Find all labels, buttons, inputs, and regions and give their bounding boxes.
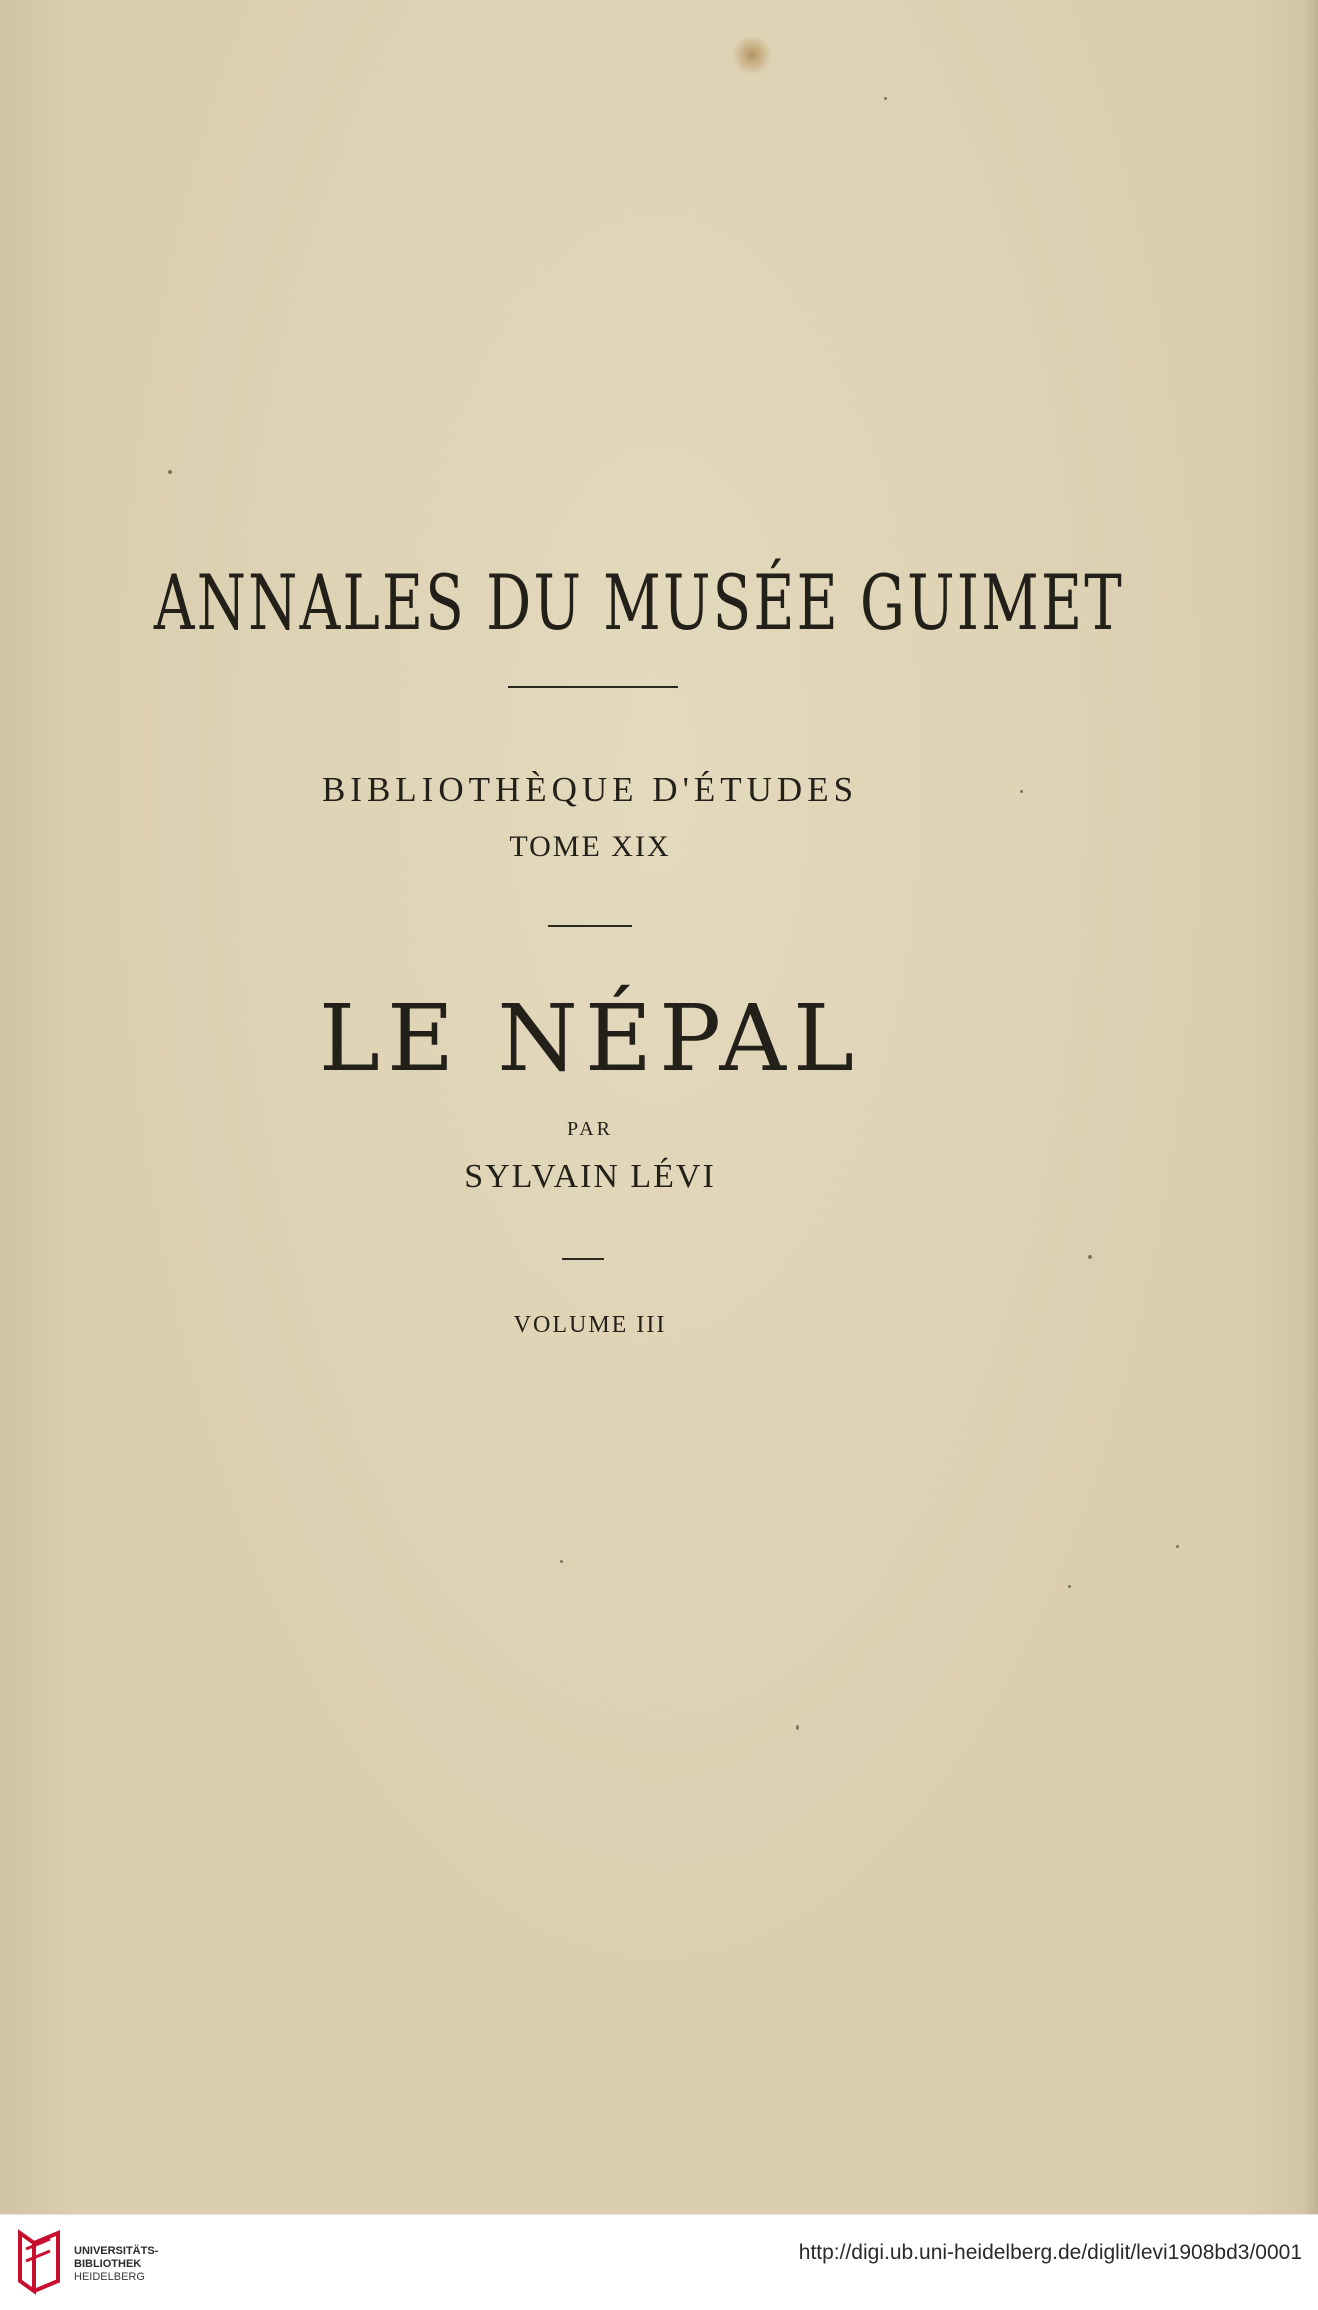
series-subtitle: BIBLIOTHÈQUE D'ÉTUDES [321, 770, 859, 809]
library-name-line: HEIDELBERG [74, 2271, 145, 2283]
paper-speck [1088, 1255, 1092, 1259]
paper-stain [733, 36, 771, 74]
library-name-line: BIBLIOTHEK [74, 2258, 142, 2270]
paper-speck [884, 97, 887, 100]
paper-speck [1176, 1545, 1179, 1548]
footer-bar [0, 2214, 1318, 2310]
title-divider [508, 686, 678, 688]
tome-number: TOME XIX [509, 830, 671, 863]
tome-divider [548, 925, 632, 927]
series-title: ANNALES DU MUSÉE GUIMET [153, 558, 1124, 647]
library-name [74, 2245, 158, 2284]
paper-speck [168, 470, 172, 474]
paper-speck [1068, 1585, 1071, 1588]
author-divider [562, 1258, 604, 1260]
library-name-line: UNIVERSITÄTS- [74, 2245, 159, 2257]
page-edge-shadow [1304, 0, 1318, 2214]
volume-number: VOLUME III [513, 1312, 667, 1338]
author-name: SYLVAIN LÉVI [464, 1158, 716, 1195]
book-title: LE NÉPAL [318, 985, 862, 1092]
paper-speck [796, 1725, 799, 1730]
paper-speck [560, 1560, 563, 1563]
by-label: PAR [566, 1118, 614, 1140]
ub-heidelberg-logo-icon [14, 2229, 66, 2295]
permalink-url[interactable]: http://digi.ub.uni-heidelberg.de/diglit/levi1908bd3/0001 [798, 2241, 1302, 2264]
